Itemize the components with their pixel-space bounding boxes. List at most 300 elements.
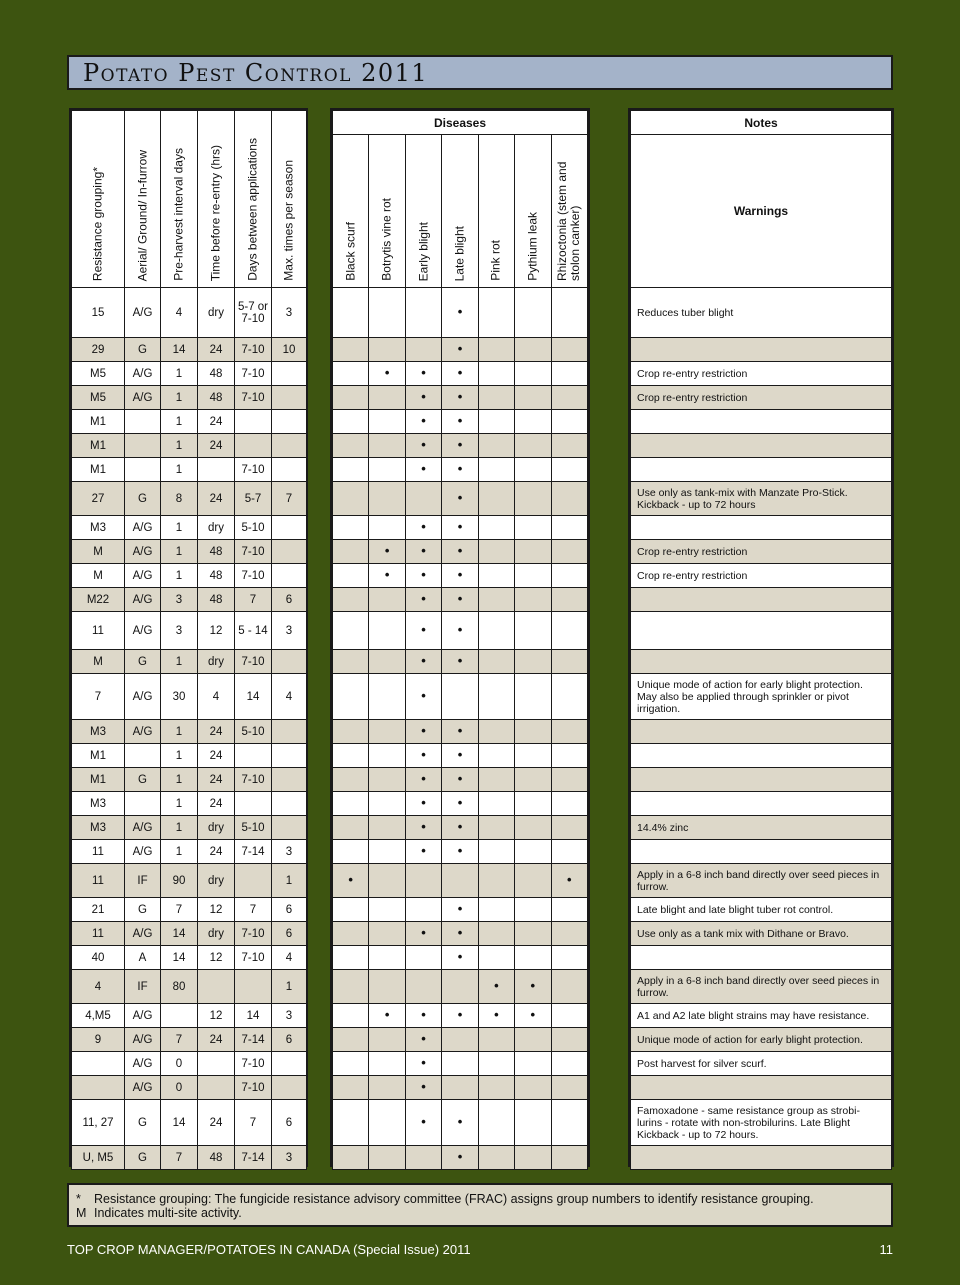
- disease-cell: [333, 362, 369, 386]
- disease-cell: [333, 898, 369, 922]
- disease-cell: [369, 612, 405, 650]
- disease-cell: [405, 1100, 441, 1146]
- column-header: [198, 111, 235, 288]
- application-table: [71, 110, 307, 1170]
- table-row: [333, 922, 588, 946]
- cell-rg: M3: [72, 720, 125, 744]
- cell-rei: dry: [198, 516, 235, 540]
- disease-header-label: Late blight: [452, 225, 467, 281]
- cell-max: 3: [272, 1146, 307, 1170]
- check-dot-icon: •: [457, 519, 463, 534]
- disease-cell: [333, 612, 369, 650]
- check-dot-icon: •: [421, 723, 426, 738]
- table-row: [72, 410, 307, 434]
- warning-note: [631, 338, 892, 362]
- diseases-panel: [330, 108, 590, 1167]
- disease-cell: [333, 864, 369, 898]
- disease-cell: [478, 744, 514, 768]
- cell-rei: 24: [198, 840, 235, 864]
- table-row: [631, 362, 892, 386]
- disease-cell: [405, 946, 441, 970]
- cell-phi: 7: [161, 1028, 198, 1052]
- disease-cell: [333, 768, 369, 792]
- check-dot-icon: •: [421, 1055, 426, 1070]
- cell-dba: 7-10: [235, 946, 272, 970]
- disease-header: [551, 135, 587, 288]
- disease-cell: [551, 720, 587, 744]
- cell-max: 4: [272, 674, 307, 720]
- disease-cell: [333, 816, 369, 840]
- disease-cell: [551, 1076, 587, 1100]
- disease-cell: [405, 588, 441, 612]
- cell-dba: 5-7: [235, 482, 272, 516]
- table-row: [72, 458, 307, 482]
- cell-agf: A/G: [125, 816, 161, 840]
- cell-max: 6: [272, 588, 307, 612]
- footnote-mark: M: [76, 1206, 87, 1220]
- check-dot-icon: •: [421, 925, 426, 940]
- cell-dba: 14: [235, 1004, 272, 1028]
- disease-cell: [333, 792, 369, 816]
- cell-rei: 48: [198, 540, 235, 564]
- cell-rei: 12: [198, 1004, 235, 1028]
- cell-dba: 5-7 or 7-10: [235, 288, 272, 338]
- cell-phi: 14: [161, 1100, 198, 1146]
- cell-agf: A/G: [125, 674, 161, 720]
- cell-agf: IF: [125, 970, 161, 1004]
- disease-cell: [442, 516, 478, 540]
- disease-header-label: Pythium leak: [525, 212, 540, 281]
- cell-rei: 24: [198, 1028, 235, 1052]
- table-row: [631, 434, 892, 458]
- disease-cell: [478, 864, 514, 898]
- check-dot-icon: •: [457, 901, 463, 916]
- disease-cell: [551, 362, 587, 386]
- cell-rei: 24: [198, 338, 235, 362]
- warning-note: [631, 946, 892, 970]
- cell-rg: 9: [72, 1028, 125, 1052]
- check-dot-icon: •: [421, 413, 426, 428]
- cell-agf: G: [125, 1146, 161, 1170]
- warning-note: [631, 1146, 892, 1170]
- table-row: [631, 1004, 892, 1028]
- cell-phi: 14: [161, 946, 198, 970]
- disease-cell: [442, 864, 478, 898]
- disease-cell: [551, 1028, 587, 1052]
- disease-cell: [333, 386, 369, 410]
- disease-cell: [442, 410, 478, 434]
- disease-cell: [369, 288, 405, 338]
- cell-max: 6: [272, 922, 307, 946]
- disease-cell: [551, 922, 587, 946]
- disease-cell: [478, 338, 514, 362]
- cell-rg: M1: [72, 458, 125, 482]
- cell-rg: M5: [72, 362, 125, 386]
- check-dot-icon: •: [421, 543, 426, 558]
- disease-cell: [333, 516, 369, 540]
- table-row: [72, 922, 307, 946]
- page-number: 11: [879, 1242, 893, 1257]
- cell-rei: 12: [198, 612, 235, 650]
- table-row: [631, 1028, 892, 1052]
- cell-max: [272, 816, 307, 840]
- disease-cell: [369, 1076, 405, 1100]
- disease-cell: [515, 434, 551, 458]
- cell-max: 3: [272, 288, 307, 338]
- check-dot-icon: •: [457, 622, 463, 637]
- disease-cell: [551, 434, 587, 458]
- cell-max: 3: [272, 840, 307, 864]
- disease-cell: [369, 362, 405, 386]
- warning-note: Crop re-entry restriction: [631, 564, 892, 588]
- cell-rei: 24: [198, 792, 235, 816]
- cell-max: [272, 516, 307, 540]
- table-row: [72, 362, 307, 386]
- table-row: [333, 612, 588, 650]
- cell-agf: A/G: [125, 922, 161, 946]
- cell-phi: 1: [161, 650, 198, 674]
- check-dot-icon: •: [494, 978, 499, 993]
- disease-cell: [333, 970, 369, 1004]
- table-row: [631, 1100, 892, 1146]
- cell-rei: 12: [198, 946, 235, 970]
- cell-rg: 11: [72, 922, 125, 946]
- cell-max: 1: [272, 864, 307, 898]
- table-row: [72, 540, 307, 564]
- disease-cell: [478, 650, 514, 674]
- column-header: [161, 111, 198, 288]
- cell-rei: 24: [198, 1100, 235, 1146]
- table-row: [631, 516, 892, 540]
- check-dot-icon: •: [530, 978, 536, 993]
- warning-note: 14.4% zinc: [631, 816, 892, 840]
- cell-phi: 80: [161, 970, 198, 1004]
- table-row: [631, 720, 892, 744]
- cell-max: 6: [272, 1100, 307, 1146]
- disease-cell: [478, 898, 514, 922]
- check-dot-icon: •: [457, 795, 463, 810]
- disease-cell: [551, 1004, 587, 1028]
- disease-cell: [369, 744, 405, 768]
- disease-cell: [442, 540, 478, 564]
- table-row: [72, 898, 307, 922]
- cell-agf: [125, 792, 161, 816]
- table-row: [631, 816, 892, 840]
- disease-cell: [369, 768, 405, 792]
- cell-max: [272, 650, 307, 674]
- disease-cell: [405, 540, 441, 564]
- cell-dba: 7-14: [235, 1146, 272, 1170]
- check-dot-icon: •: [421, 365, 426, 380]
- cell-agf: [125, 458, 161, 482]
- cell-max: [272, 386, 307, 410]
- table-row: [333, 650, 588, 674]
- disease-cell: [442, 564, 478, 588]
- disease-cell: [478, 792, 514, 816]
- table-row: [333, 816, 588, 840]
- cell-rg: M1: [72, 410, 125, 434]
- cell-dba: 7-10: [235, 1052, 272, 1076]
- check-dot-icon: •: [421, 591, 426, 606]
- disease-cell: [405, 792, 441, 816]
- disease-cell: [442, 720, 478, 744]
- table-row: [333, 338, 588, 362]
- disease-cell: [551, 946, 587, 970]
- table-row: [72, 1004, 307, 1028]
- disease-cell: [333, 1004, 369, 1028]
- cell-rei: [198, 1052, 235, 1076]
- cell-agf: [125, 744, 161, 768]
- column-header: [235, 111, 272, 288]
- disease-cell: [551, 1146, 587, 1170]
- cell-rg: M: [72, 650, 125, 674]
- table-row: [333, 540, 588, 564]
- cell-agf: A/G: [125, 516, 161, 540]
- disease-cell: [405, 650, 441, 674]
- disease-cell: [515, 840, 551, 864]
- table-row: [333, 564, 588, 588]
- table-row: [631, 922, 892, 946]
- cell-rei: [198, 970, 235, 1004]
- table-row: [333, 1100, 588, 1146]
- disease-cell: [515, 768, 551, 792]
- disease-cell: [405, 1076, 441, 1100]
- check-dot-icon: •: [457, 365, 463, 380]
- warning-note: [631, 458, 892, 482]
- disease-cell: [515, 410, 551, 434]
- disease-cell: [369, 338, 405, 362]
- notes-header: Notes: [631, 111, 892, 135]
- disease-cell: [515, 720, 551, 744]
- disease-cell: [442, 338, 478, 362]
- table-row: [333, 970, 588, 1004]
- diseases-header: Diseases: [333, 111, 588, 135]
- publication-name: TOP CROP MANAGER/POTATOES IN CANADA (Special Issue) 2011: [67, 1242, 471, 1257]
- cell-rei: 24: [198, 434, 235, 458]
- column-header-label: Resistance grouping*: [90, 166, 105, 281]
- table-row: [631, 482, 892, 516]
- cell-max: [272, 458, 307, 482]
- disease-cell: [551, 1052, 587, 1076]
- disease-cell: [478, 768, 514, 792]
- disease-cell: [369, 434, 405, 458]
- disease-cell: [515, 650, 551, 674]
- cell-max: [272, 744, 307, 768]
- table-row: [72, 288, 307, 338]
- check-dot-icon: •: [457, 771, 463, 786]
- table-row: [631, 650, 892, 674]
- disease-cell: [405, 816, 441, 840]
- disease-cell: [442, 674, 478, 720]
- disease-cell: [369, 410, 405, 434]
- disease-cell: [551, 458, 587, 482]
- disease-cell: [515, 792, 551, 816]
- column-header-label: Time before re-entry (hrs): [208, 144, 223, 281]
- disease-cell: [369, 946, 405, 970]
- cell-rei: [198, 1076, 235, 1100]
- table-row: [333, 674, 588, 720]
- footnote-box: [67, 1183, 893, 1227]
- check-dot-icon: •: [421, 795, 426, 810]
- cell-dba: 7-10: [235, 1076, 272, 1100]
- disease-cell: [515, 516, 551, 540]
- cell-rg: M1: [72, 434, 125, 458]
- cell-rei: 24: [198, 410, 235, 434]
- check-dot-icon: •: [457, 925, 463, 940]
- check-dot-icon: •: [457, 389, 463, 404]
- disease-header: [478, 135, 514, 288]
- cell-agf: A/G: [125, 588, 161, 612]
- disease-cell: [333, 540, 369, 564]
- disease-cell: [369, 720, 405, 744]
- disease-cell: [478, 674, 514, 720]
- disease-header: [515, 135, 551, 288]
- cell-max: [272, 564, 307, 588]
- disease-cell: [551, 898, 587, 922]
- warning-note: [631, 516, 892, 540]
- table-row: [631, 612, 892, 650]
- warning-note: Unique mode of action for early blight protection. May also be applied through sprinkler or pivot irrigation.: [631, 674, 892, 720]
- table-row: [72, 768, 307, 792]
- disease-cell: [515, 362, 551, 386]
- disease-cell: [442, 458, 478, 482]
- table-row: [72, 1076, 307, 1100]
- cell-rg: 11, 27: [72, 1100, 125, 1146]
- disease-cell: [333, 482, 369, 516]
- disease-cell: [551, 864, 587, 898]
- table-row: [72, 564, 307, 588]
- disease-cell: [515, 946, 551, 970]
- disease-cell: [442, 434, 478, 458]
- check-dot-icon: •: [457, 819, 463, 834]
- disease-cell: [442, 1146, 478, 1170]
- disease-cell: [405, 434, 441, 458]
- disease-cell: [551, 564, 587, 588]
- disease-cell: [405, 1004, 441, 1028]
- table-row: [72, 1100, 307, 1146]
- table-row: [72, 612, 307, 650]
- disease-cell: [442, 288, 478, 338]
- disease-cell: [369, 792, 405, 816]
- disease-cell: [478, 482, 514, 516]
- cell-rg: 40: [72, 946, 125, 970]
- table-row: [631, 386, 892, 410]
- cell-rg: 21: [72, 898, 125, 922]
- column-header-label: Days between applications: [245, 138, 260, 281]
- warning-note: [631, 792, 892, 816]
- disease-cell: [405, 864, 441, 898]
- cell-phi: 1: [161, 540, 198, 564]
- cell-rg: 11: [72, 840, 125, 864]
- cell-phi: 1: [161, 816, 198, 840]
- disease-cell: [551, 516, 587, 540]
- cell-phi: 14: [161, 922, 198, 946]
- cell-dba: [235, 792, 272, 816]
- notes-panel: [628, 108, 894, 1167]
- disease-cell: [442, 1076, 478, 1100]
- cell-agf: A/G: [125, 720, 161, 744]
- table-row: [72, 516, 307, 540]
- warnings-header: Warnings: [631, 135, 892, 288]
- disease-cell: [333, 1028, 369, 1052]
- check-dot-icon: •: [421, 567, 426, 582]
- warning-note: [631, 588, 892, 612]
- cell-dba: 5-10: [235, 720, 272, 744]
- cell-agf: G: [125, 1100, 161, 1146]
- cell-phi: 1: [161, 792, 198, 816]
- check-dot-icon: •: [421, 1031, 426, 1046]
- cell-rei: 24: [198, 744, 235, 768]
- cell-phi: 1: [161, 840, 198, 864]
- cell-phi: 1: [161, 434, 198, 458]
- table-row: [631, 564, 892, 588]
- warning-note: [631, 1076, 892, 1100]
- disease-cell: [369, 674, 405, 720]
- check-dot-icon: •: [457, 723, 463, 738]
- disease-cell: [369, 1052, 405, 1076]
- table-row: [333, 898, 588, 922]
- cell-rg: 4: [72, 970, 125, 1004]
- check-dot-icon: •: [421, 1114, 426, 1129]
- table-row: [631, 744, 892, 768]
- table-row: [631, 288, 892, 338]
- disease-cell: [369, 540, 405, 564]
- cell-rei: [198, 458, 235, 482]
- disease-cell: [442, 612, 478, 650]
- cell-dba: 5-10: [235, 516, 272, 540]
- disease-cell: [333, 1100, 369, 1146]
- disease-cell: [515, 1076, 551, 1100]
- check-dot-icon: •: [457, 437, 463, 452]
- warning-note: Crop re-entry restriction: [631, 540, 892, 564]
- disease-cell: [478, 564, 514, 588]
- disease-cell: [333, 338, 369, 362]
- check-dot-icon: •: [421, 819, 426, 834]
- disease-cell: [369, 458, 405, 482]
- warning-note: [631, 612, 892, 650]
- table-row: [631, 864, 892, 898]
- table-row: [333, 1146, 588, 1170]
- disease-cell: [478, 1028, 514, 1052]
- cell-phi: 3: [161, 588, 198, 612]
- check-dot-icon: •: [530, 1007, 536, 1022]
- disease-cell: [405, 1146, 441, 1170]
- disease-cell: [405, 386, 441, 410]
- disease-cell: [515, 564, 551, 588]
- disease-cell: [551, 540, 587, 564]
- disease-cell: [333, 946, 369, 970]
- check-dot-icon: •: [421, 437, 426, 452]
- cell-agf: A/G: [125, 1052, 161, 1076]
- disease-cell: [478, 434, 514, 458]
- cell-phi: 7: [161, 1146, 198, 1170]
- disease-cell: [478, 946, 514, 970]
- check-dot-icon: •: [457, 304, 463, 319]
- disease-cell: [442, 650, 478, 674]
- disease-cell: [515, 288, 551, 338]
- cell-phi: 1: [161, 564, 198, 588]
- disease-cell: [478, 1076, 514, 1100]
- cell-rei: dry: [198, 650, 235, 674]
- cell-rg: 4,M5: [72, 1004, 125, 1028]
- table-row: [333, 362, 588, 386]
- table-row: [72, 434, 307, 458]
- disease-cell: [442, 898, 478, 922]
- disease-cell: [551, 288, 587, 338]
- disease-cell: [369, 650, 405, 674]
- disease-cell: [333, 840, 369, 864]
- cell-rg: 7: [72, 674, 125, 720]
